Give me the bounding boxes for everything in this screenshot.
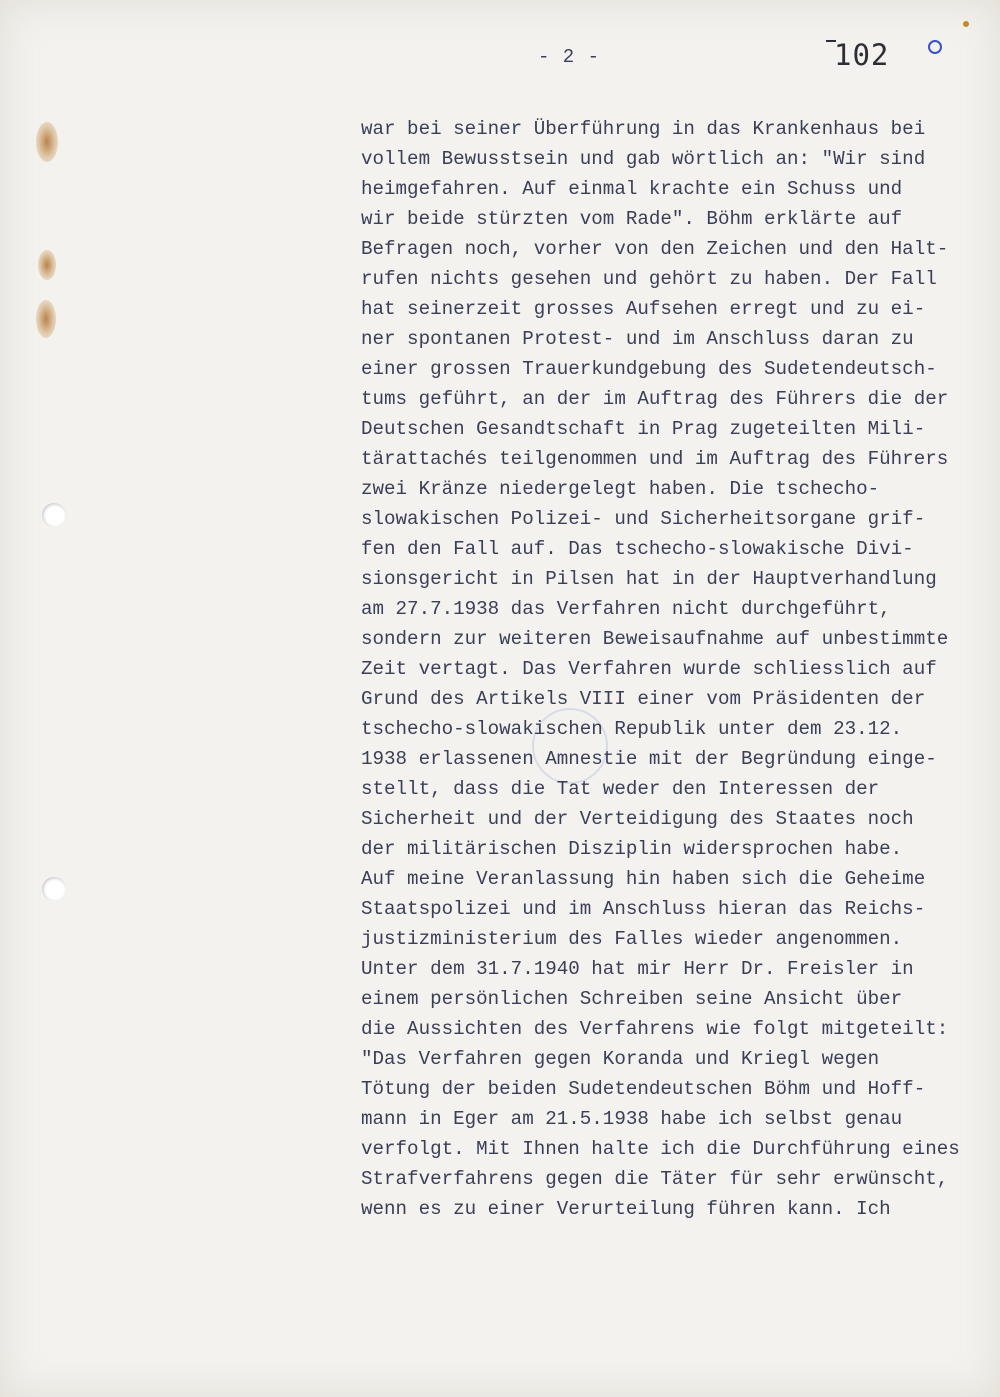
text-line: Sicherheit und der Verteidigung des Staates noch	[361, 808, 914, 830]
text-line: Zeit vertagt. Das Verfahren wurde schliesslich auf	[361, 658, 937, 680]
text-line: hat seinerzeit grosses Aufsehen erregt und zu ei-	[361, 298, 926, 320]
text-line: stellt, dass die Tat weder den Interessen der	[361, 778, 880, 800]
folio-circle-mark	[928, 40, 942, 54]
text-line: einem persönlichen Schreiben seine Ansicht über	[361, 988, 903, 1010]
text-line: slowakischen Polizei- und Sicherheitsorgane grif-	[361, 508, 926, 530]
page-number: - 2 -	[538, 46, 601, 68]
rust-stain-top	[36, 122, 58, 162]
folio-number: 102	[834, 38, 890, 72]
text-line: mann in Eger am 21.5.1938 habe ich selbst genau	[361, 1108, 903, 1130]
text-line: einer grossen Trauerkundgebung des Sudetendeutsch-	[361, 358, 937, 380]
text-line: Auf meine Veranlassung hin haben sich die Geheime	[361, 868, 926, 890]
text-line: sondern zur weiteren Beweisaufnahme auf unbestimmte	[361, 628, 949, 650]
text-line: 1938 erlassenen Amnestie mit der Begründung einge-	[361, 748, 937, 770]
text-line: heimgefahren. Auf einmal krachte ein Schuss und	[361, 178, 903, 200]
text-line: Tötung der beiden Sudetendeutschen Böhm und Hoff-	[361, 1078, 926, 1100]
text-line: am 27.7.1938 das Verfahren nicht durchgeführt,	[361, 598, 891, 620]
rust-stain-bottom	[36, 300, 56, 338]
text-line: Grund des Artikels VIII einer vom Präsidenten der	[361, 688, 926, 710]
text-line: ner spontanen Protest- und im Anschluss daran zu	[361, 328, 914, 350]
text-line: Unter dem 31.7.1940 hat mir Herr Dr. Freisler in	[361, 958, 914, 980]
text-line: justizministerium des Falles wieder angenommen.	[361, 928, 903, 950]
text-line: vollem Bewusstsein und gab wörtlich an: "Wir sind	[361, 148, 926, 170]
text-line: Strafverfahrens gegen die Täter für sehr erwünscht,	[361, 1168, 949, 1190]
text-line: der militärischen Disziplin widersprochen habe.	[361, 838, 903, 860]
text-line: Staatspolizei und im Anschluss hieran das Reichs-	[361, 898, 926, 920]
text-line: rufen nichts gesehen und gehört zu haben. Der Fall	[361, 268, 937, 290]
rust-stain-middle	[38, 250, 56, 280]
text-line: tärattachés teilgenommen und im Auftrag des Führers	[361, 448, 949, 470]
text-line: Deutschen Gesandtschaft in Prag zugeteilten Mili-	[361, 418, 926, 440]
text-line: sionsgericht in Pilsen hat in der Hauptverhandlung	[361, 568, 937, 590]
text-line: Befragen noch, vorher von den Zeichen und den Halt-	[361, 238, 949, 260]
text-line: verfolgt. Mit Ihnen halte ich die Durchführung eines	[361, 1138, 960, 1160]
text-line: wenn es zu einer Verurteilung führen kann. Ich	[361, 1198, 891, 1220]
typewritten-body	[361, 114, 997, 1224]
punch-hole-upper	[42, 503, 66, 527]
text-line: wir beide stürzten vom Rade". Böhm erklärte auf	[361, 208, 903, 230]
text-line: zwei Kränze niedergelegt haben. Die tschecho-	[361, 478, 880, 500]
text-line: "Das Verfahren gegen Koranda und Kriegl wegen	[361, 1048, 880, 1070]
text-line: tums geführt, an der im Auftrag des Führers die der	[361, 388, 949, 410]
text-line: die Aussichten des Verfahrens wie folgt mitgeteilt:	[361, 1018, 949, 1040]
text-line: fen den Fall auf. Das tschecho-slowakische Divi-	[361, 538, 914, 560]
text-line: war bei seiner Überführung in das Krankenhaus bei	[361, 118, 926, 140]
corner-ink-dot	[963, 21, 969, 27]
punch-hole-lower	[42, 877, 66, 901]
text-line: tschecho-slowakischen Republik unter dem 23.12.	[361, 718, 903, 740]
